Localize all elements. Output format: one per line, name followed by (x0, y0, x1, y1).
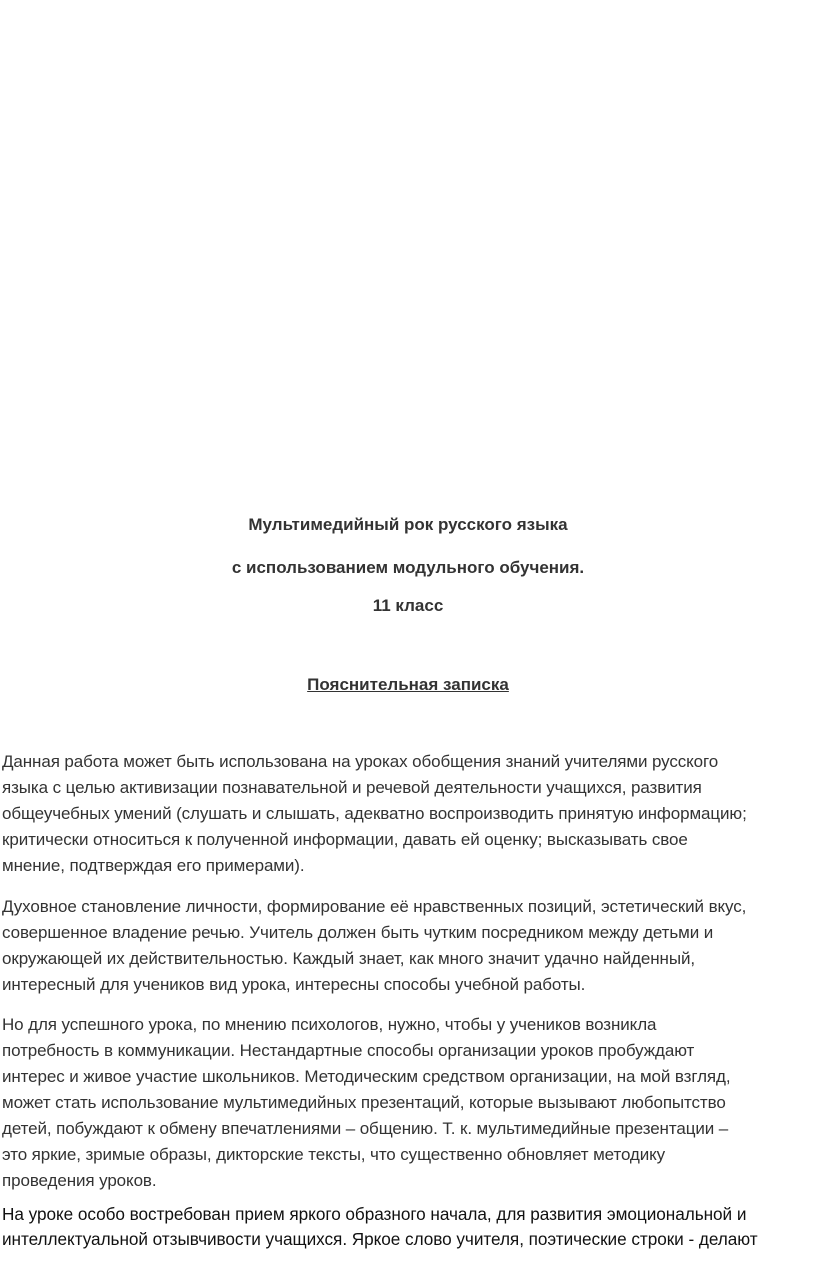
paragraph-line: На уроке особо востребован прием яркого образного начала, для развития эмоциональной и (2, 1204, 747, 1224)
paragraph-line: это яркие, зримые образы, дикторские тексты, что существенно обновляет методику (2, 1145, 666, 1164)
paragraph-line: критически относиться к полученной информации, давать ей оценку; высказывать свое (2, 830, 688, 849)
paragraph-line: общеучебных умений (слушать и слышать, адекватно воспроизводить принятую информацию; (2, 804, 747, 823)
paragraph-line: интеллектуальной отзывчивости учащихся. Яркое слово учителя, поэтические строки - делают (2, 1229, 758, 1249)
paragraph-line: детей, побуждают к обмену впечатлениями – общению. Т. к. мультимедийные презентации – (2, 1119, 729, 1138)
paragraph-line: может стать использование мультимедийных презентаций, которые вызывают любопытство (2, 1093, 726, 1112)
document-title-line-2: с использованием модульного обучения. (231, 558, 585, 577)
paragraph-line: Данная работа может быть использована на уроках обобщения знаний учителями русского (2, 752, 719, 771)
section-heading: Пояснительная записка (307, 675, 509, 694)
paragraph-line: мнение, подтверждая его примерами). (2, 856, 305, 875)
document-title-line-1: Мультимедийный рок русского языка (248, 515, 568, 534)
paragraph-line: Духовное становление личности, формирование её нравственных позиций, эстетический вкус, (2, 897, 747, 916)
paragraph-line: проведения уроков. (2, 1171, 157, 1190)
paragraph-line: Но для успешного урока, по мнению психологов, нужно, чтобы у учеников возникла (2, 1015, 657, 1034)
document-grade: 11 класс (372, 596, 444, 615)
paragraph-line: интерес и живое участие школьников. Методическим средством организации, на мой взгляд, (2, 1067, 731, 1086)
paragraph-4 (2, 1202, 814, 1252)
paragraph-2 (2, 894, 814, 998)
paragraph-line: окружающей их действительностью. Каждый знает, как много значит удачно найденный, (2, 949, 695, 968)
paragraph-3 (2, 1012, 814, 1194)
paragraph-line: совершенное владение речью. Учитель должен быть чутким посредником между детьми и (2, 923, 714, 942)
paragraph-line: потребность в коммуникации. Нестандартные способы организации уроков пробуждают (2, 1041, 695, 1060)
paragraph-line: интересный для учеников вид урока, интересны способы учебной работы. (2, 975, 586, 994)
paragraph-1 (2, 749, 814, 879)
paragraph-line: языка с целью активизации познавательной и речевой деятельности учащихся, развития (2, 778, 702, 797)
